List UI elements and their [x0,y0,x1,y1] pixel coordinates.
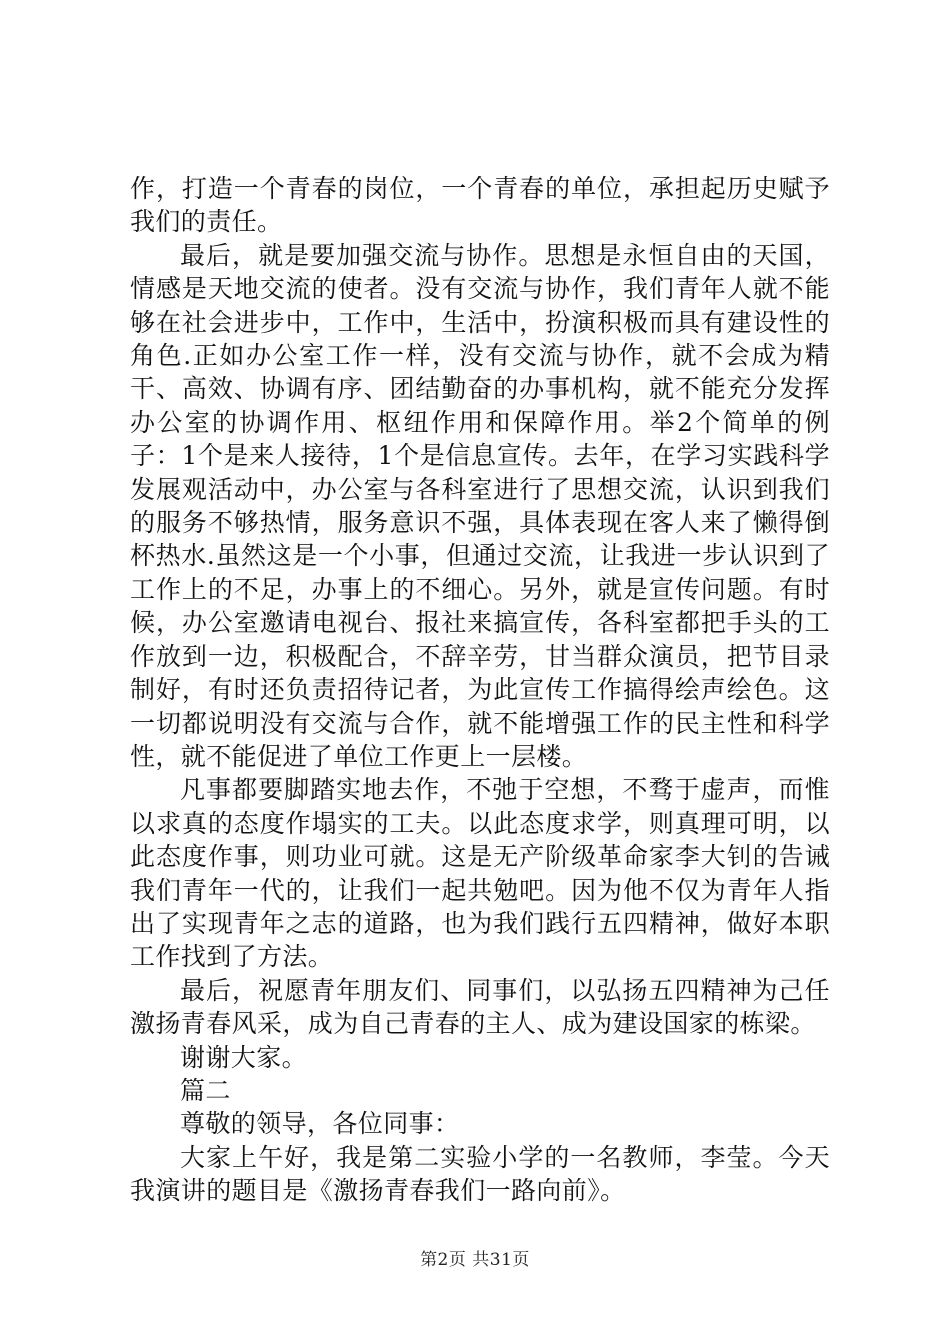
section-heading: 篇二 [180,1075,231,1105]
paragraph-continuation: 作，打造一个青春的岗位，一个青春的单位，承担起历史赋予我们的责任。 [130,174,830,237]
paragraph-communication: 最后，就是要加强交流与协作。思想是永恒自由的天国，情感是天地交流的使者。没有交流与协作，我们青年人就不能够在社会进步中，工作中，生活中，扮演积极而具有建设性的角色.正如办公室工作一样，没有交流与协作，就不会成为精干、高效、协调有序、团结勤奋的办事机构，就不能充分发挥办公室的协调作用、枢纽作用和保障作用。举2个简单的例子：1个是来人接待，1个是信息宣传。去年，在学习实践科学发展观活动中，办公室与各科室进行了思想交流，认识到我们的服务不够热情，服务意识不强，具体表现在客人来了懒得倒杯热水.虽然这是一个小事，但通过交流，让我进一步认识到了工作上的不足，办事上的不细心。另外，就是宣传问题。有时候，办公室邀请电视台、报社来搞宣传，各科室都把手头的工作放到一边，积极配合，不辞辛劳，甘当群众演员，把节目录制好，有时还负责招待记者，为此宣传工作搞得绘声绘色。这一切都说明没有交流与合作，就不能增强工作的民主性和科学性，就不能促进了单位工作更上一层楼。 [130,240,830,771]
paragraph-quote: 凡事都要脚踏实地去作，不弛于空想，不骛于虚声，而惟以求真的态度作塌实的工夫。以此态度求学，则真理可明，以此态度作事，则功业可就。这是无产阶级革命家李大钊的告诫我们青年一代的，让我们一起共勉吧。因为他不仅为青年人指出了实现青年之志的道路，也为我们践行五四精神，做好本职工作找到了方法。 [130,775,830,972]
paragraph-intro: 大家上午好，我是第二实验小学的一名教师，李莹。今天我演讲的题目是《激扬青春我们一路向前》。 [130,1142,830,1206]
paragraph-wishes: 最后，祝愿青年朋友们、同事们，以弘扬五四精神为己任激扬青春风采，成为自己青春的主人、成为建设国家的栋梁。 [130,975,830,1039]
paragraph-thanks: 谢谢大家。 [180,1042,308,1072]
document-body [130,172,830,1208]
paragraph-salutation: 尊敬的领导，各位同事： [180,1109,460,1139]
page-number-footer: 第2页 共31页 [420,1250,530,1270]
